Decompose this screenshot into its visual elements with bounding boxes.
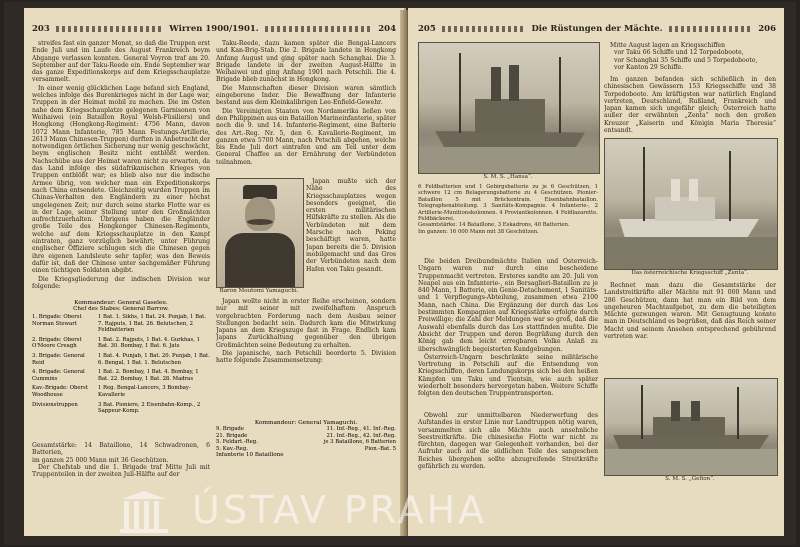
ship-hansa-caption: S. M. S. „Hansa“. [483,174,533,180]
watermark-text: ÚSTAV PRAHA [192,488,488,532]
table-row [32,353,210,366]
detail-cell: Pion.-Bat. 5 [364,445,396,452]
water [419,147,599,173]
moustache-shape [247,219,273,225]
ship-mast [459,53,461,133]
logo-column [154,501,159,529]
japan-division-table [216,420,396,482]
paragraph: Österreich-Ungarn beschränkte seine militärische Vertretung in Petschili auf die Entsendung von Kriegsschiffen, deren Landungskorps sich bei den heißen Kämpfen um Taku und Tientsin, wie auch später wiederholt besonders hervorgetan haben. Weitere Schiffe folgten den deutschen Truppentransporten. [418,353,598,398]
header-ornament [56,26,164,32]
page-number-203: 203 [32,24,50,34]
paragraph: Die Kriegsgliederung der indischen Division war folgende: [32,275,210,290]
ship-funnel [671,401,680,421]
header-ornament [265,26,373,32]
right-page [408,8,784,536]
detail-cell: 1 Bat. 2. Bombay, 1 Bat. 4. Bombay, 1 Bat. 22. Bombay, 1 Bat. 28. Madras [98,369,199,382]
list-item: vor Kanton 29 Schiffe. [614,63,684,71]
left-column-2-top [216,40,396,174]
page-number-206: 206 [758,24,777,34]
note-line: Im ganzen: 16 000 Mann mit 38 Geschützen. [418,228,539,235]
ship-funnel [671,179,680,201]
ship-hull-shape [613,435,769,449]
detail-cell: 11. Inf.-Reg., 41. Inf.-Reg. [326,426,396,432]
right-column-2-bottom [604,282,776,374]
paragraph: Die beiden Dreibundmächte Italien und Österreich-Ungarn waren nur durch eine bescheidene Truppenmacht vertreten. Ersteres sandte am 20. Juli von Neapel aus ein Infanterie-, ein Bersaglieri-Bataillon zu je 840 Mann, 1 Batterie, ein Genie-Detachement, 1 Sanitäts- und 1 Verpflegungs-Abteilung, zusammen etwa 2100 Mann, nach China. Die Ergänzung der durch das Los bestimmten Kompagnien auf Kriegsstärke erfolgte durch Freiwillige; die Zahl der Meldungen war so groß, daß die Auswahl ebenfalls durch das Los stattfinden mußte. Die Absicht der Truppen und deren Begrüßung durch den König gab dem leicht erregbaren Volke Anlaß zu überschwänglich begeisterten Kundgebungen. [418,258,598,353]
note-line: 6 Feldbatterien und 1 Gebirgsbatterie zu je 6 Geschützen, 1 schwere 12 cm Belagerungsbatterie zu 4 Geschützen. Pionier-Bataillon 5 mit Brückentrain. Eisenbahnbataillon. Telegraphenabteilung. 3 Sanitäts-Kompagnie. 4 Infanterie-, 2 Artillerie-Munitionskolonnen. 4 Proviantkolonnen. 4 Feldlazarette. Feldbäckerei. [418,184,598,223]
logo-roof [122,491,166,499]
unit-cell: 5. Kav.-Reg. [216,445,248,452]
paragraph: Obwohl zur unmittelbaren Niederwerfung des Aufstandes in erster Linie nur Landtruppen nötig waren, versammelten sich alle Mächte auch ansehnliche Seestreitkräfte. Die chinesische Flotte war nicht zu fürchten, dagegen war Gelegenheit vorhanden, bei der Aufruhr auch auf die südlichen Teile des sangeschen Reiches übergehen sollte abzugreifende Streitkräfte gefährlich zu werden. [418,412,598,471]
table-row [32,402,210,415]
detail-cell: 1 Reg. Bengal-Lancers, 3 Bombay-Kavallerie [98,385,191,398]
portrait-photo [216,178,304,288]
ship-mast [643,147,645,221]
paragraph: streifes fast ein ganzer Monat, so daß die Truppen erst Ende Juli und im Laufe des August Frankreich beym Abgange verlassen konnten. General Voyron traf am 20. September auf der Taku-Reede ein. Ende September war das ganze Expeditionskorps auf dem Kriegsschauplatze versammelt. [32,40,210,84]
paragraph: Die Vereinigten Staaten von Nordamerika ließen von den Philippinen aus ein Bataillon Marineinfanterie, später noch die 9. und 14. Infanterie-Regiment, eine Batterie des Art.-Reg. Nr. 5, den 6. Kavallerie-Regiment, im ganzen etwa 5700 Mann, nach Petschili abgehen, welche bis Ende Juli dort eintrafen und am Teil unter dem General Chaffee an der Ernährung der Verbündeten teilnahmen. [216,107,396,166]
paragraph: Japan mußte sich der Nähe des Kriegsschauplatzes wegen besonders geeignet, die ersten militärischen Hilfskräfte zu stellen. Als die Verbündeten mit dem Marsche nach Peking beschäftigt waren, hatte Japan bereits die 5. Division mobilgemacht und das Gros der Verbündeten nach dem Hafen von Taku gesandt. [306,178,396,273]
paragraph: Taku-Reede, dazu kamen später die Bengal-Lancers und Kan-Brig-Stab. Die 2. Brigade landete in Hongkong Anfang August und ging später nach Schanghai. Die 3. Brigade landete in der zweiten August-Hälfte in Weihaiwei und ging Anfang 1901 nach Petschili. Die 4. Brigade blieb zunächst in Hongkong. [216,40,396,84]
uniform-shape [225,233,295,287]
ship-zenta-caption: Das österreichische Kriegsschiff „Zenta“. [631,270,749,276]
order-of-battle-table [32,300,210,440]
table-row [32,385,210,398]
left-footer-text [32,442,210,482]
right-column-2-top [604,76,776,134]
logo-column [144,501,149,529]
detail-cell: 3 Bat. Pioniere, 2 Eisenbahn-Komp., 2 Sappeur-Komp. [98,401,201,415]
ship-photo-gefion [604,378,778,476]
table-row [32,314,210,334]
header-ornament [669,26,753,32]
ship-gefion-caption: S. M. S. „Gefion“. [665,476,715,482]
face-shape [245,197,275,231]
table-row [216,446,396,453]
water [605,237,777,269]
ship-superstructure [655,197,715,221]
unit-cell: 4. Brigade: General Cummins [32,369,85,382]
list-item: vor Taku 66 Schiffe und 12 Torpedoboote, [614,49,744,57]
warships-list [604,42,776,72]
paragraph: Im ganzen befanden sich schließlich in den chinesischen Gewässern 153 Kriegsschiffe und 38 Torpedoboote. Am kräftigsten war natürlich England vertreten, Deutschland, Rußland, Frankreich und Japan kamen sich ungefähr gleich; Österreich hatte außer der erwähnten „Zenta“ noch den großen Kreuzer „Kaiserin und Königin Maria Theresia“ entsandt. [604,76,776,134]
ship-superstructure [475,99,545,133]
unit-cell: 21. Brigade [216,432,248,439]
left-column-1 [32,40,210,298]
unit-cell: 3. Brigade: General Reid [32,352,85,366]
book-spread [4,2,796,545]
japan-table-title: Kommandeur: General Yamaguchi. [254,420,358,426]
paragraph: Rechnet man dazu die Gesamtstärke der Landstreitkräfte aller Mächte mit 91 000 Mann und 286 Geschützen, dann hat man ein Bild von dem ungeheuren Machtaufgebot, zu dem die beteiligten Mächte gezwungen waren. Mit Genugtuung konnte man in Deutschland es begrüßen, daß das Reich seiner Macht und seinem Ansehen entsprechend gebührend vertreten war. [604,282,776,341]
paragraph: Japan wollte nicht in erster Reihe erscheinen, sondern nur mit seiner mit zweifelhaftem Anspruch vorgebrachten Forderung nach dem Ausbau seiner Stellungen bedacht sein. Dadurch kam die Mitwirkung Japans an dem Kriegszuge fast in Frage. Endlich kam Japans Zurückhaltung gegenüber den übrigen Großmächten seine Bedeutung zu erhalten. [216,298,396,349]
order-of-battle-subtitle: Chef des Stabes: General Barrow. [73,306,169,312]
ship-funnel [691,401,700,421]
detail-cell: 1 Bat. 4. Punjab, 1 Bat. 20. Punjab, 1 Bat. 6. Bengal, 1 Bat. 1. Belutschen [98,352,210,366]
page-number-205: 205 [418,24,436,34]
left-column-2-side [306,178,396,296]
unit-cell: 9. Brigade [216,426,244,432]
right-column-1 [418,258,598,410]
table-row [32,337,210,350]
left-column-2-bottom [216,298,396,416]
ship-mast [559,57,561,133]
paragraph: Der Chefstab und die 1. Brigade traf Mitte Juli mit Truppenteilen in der zweiten Juli-Hälfte auf der [32,463,210,479]
strength-line: Gesamtstärke: 14 Bataillone, 14 Schwadronen, 6 Batterien, [32,442,210,457]
left-page [24,8,406,536]
running-head-left: Wirren 1900/1901. [169,24,259,34]
unit-cell: Divisionstruppen [32,401,78,408]
logo-base [120,529,168,533]
right-page-header [418,22,776,36]
paragraph: In einer wenig glücklichen Lage befand sich England, welches infolge des Burenkrieges nicht in der Lage war, Truppen in der Heimat mobil zu machen. Die im Osten nahe dem Kriegsschauplatze gelegenen Garnisonen von Weihaiwei (ein Bataillon Royal Welsh-Füsiliers) und Hongkong (Hongkong-Regiment: 4756 Mann, davon 1072 Mann Infanterie, 785 Mann Festungs-Artillerie, 2613 Mann Chinesen-Truppen) durften in Anbetracht der notwendigen örtlichen Sicherung nur wenig geschwächt, beym englischen Besitz nicht entblößt werden. Nachschübe aus der Heimat waren nicht zu erwarten, da das Land infolge des südafrikanischen Krieges von Truppen entblößt war; es blieb also nur die indische Armee übrig, von welcher man ein Expeditionskorps nach China entsendete. Gleichzeitig wurden Truppen im Chinas-Verhalten den Engländern zu einer höchst ungelegenen Zeit; nur durch seine starke Flotte war es in der Lage, seiner Stellung unter den Großmächten aufrechtzuerhalten. Übrigens haben die Engländer große Teile des Hongkonger Chinesen-Regiments, welche auf dem Kriegsschauplatze in den Kampf eintraten, ganz vorzüglich bewährt; unter Führung englischer Offiziere schlugen sich die Chinesen gegen ihre eigenen Landsleute sehr tapfer, was den Beweis dafür ist, daß der Chinese unter sachgemäßer Führung einen tüchtigen Soldaten abgibt. [32,84,210,275]
ship-photo-hansa [418,42,600,174]
paragraph: Die japanische, nach Petschili beorderte 5. Division hatte folgende Zusammensetzung: [216,350,396,365]
table-row [32,369,210,382]
right-column-1-bottom [418,412,598,482]
japan-footer: Infanterie 10 Bataillone [216,452,284,459]
order-of-battle-title: Kommandeur: General Gaselee. [74,300,168,306]
ship-superstructure [653,417,725,437]
hansa-notes [418,184,598,254]
paragraph: Die Mannschaften dieser Division waren sämtlich eingeborene Inder. Die Bewaffnung der Infanterie bestand aus dem Kleinkalibrigen Lee-Enfield-Gewehr. [216,84,396,107]
ship-mast [729,151,731,221]
table-row [216,433,396,440]
running-head-right: Die Rüstungen der Mächte. [531,24,663,34]
unit-cell: 5. Feldart.-Reg. [216,439,258,446]
unit-cell: 1. Brigade: Oberst Norman Stewart [32,314,82,327]
strength-line: im ganzen 25 000 Mann mit 36 Geschützen. [32,456,169,464]
archive-watermark [120,480,680,540]
detail-cell: 1 Bat. 2. Rajputs, 1 Bat. 4. Gurkhas, 1 Bat. 30. Bombay, 1 Bat. 6. Jats [98,336,201,350]
ship-mast [641,385,643,439]
portrait-caption: Baron Moutomi Yamaguchi. [219,288,299,294]
unit-cell: 2. Brigade: Oberst O'Moore Creagh [32,336,82,350]
header-ornament [442,26,526,32]
ship-photo-zenta [604,138,778,270]
unit-cell: Kav.-Brigade: Oberst Woodhouse [32,385,88,398]
left-page-header [32,22,396,36]
list-item: Mitte August lagen an Kriegsschiffen [610,42,726,49]
logo-column [134,501,139,529]
ship-mast [737,387,739,439]
ship-funnel [689,179,698,201]
ship-hull-shape [619,219,759,237]
table-row [216,439,396,446]
detail-cell: je 3 Bataillone, 6 Batterien [323,439,396,446]
ship-hull-shape [435,131,585,147]
page-number-204: 204 [378,24,397,34]
detail-cell: 1 Bat. 1. Sikhs, 1 Bat. 24. Punjab, 1 Bat. 7. Rajputs, 1 Bat. 26. Belutschen, 2 Feldbatterien [98,314,206,334]
detail-cell: 21. Inf.-Reg., 42. Inf.-Reg. [326,432,396,439]
ship-funnel [491,67,501,101]
note-line: Gesamtstärke: 14 Bataillone, 3 Eskadrons, 40 Batterien. [418,222,570,229]
list-item: vor Schanghai 35 Schiffe und 5 Torpedoboote, [614,56,758,64]
water [605,449,777,475]
logo-column [124,501,129,529]
ship-funnel [509,65,519,101]
table-row [216,426,396,433]
institution-logo-icon [120,487,168,533]
